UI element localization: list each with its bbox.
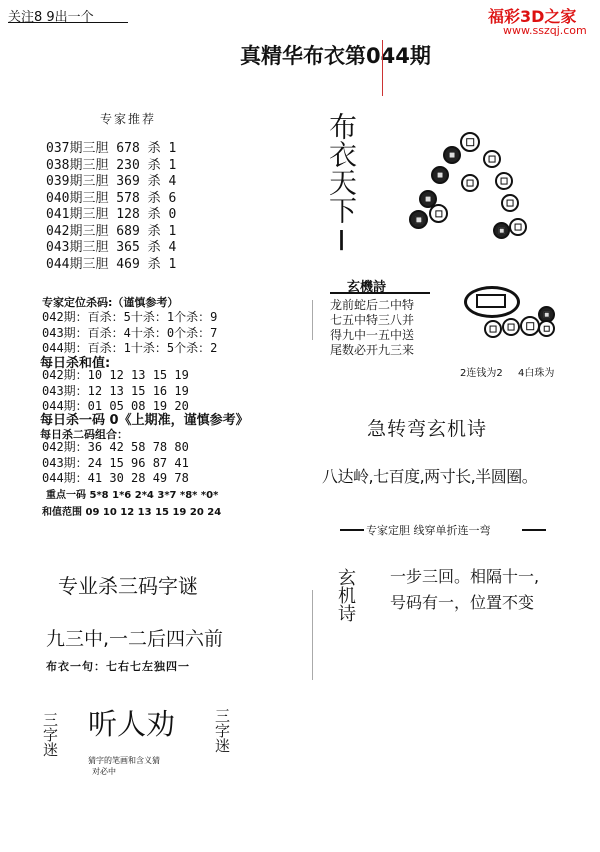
riddle-center-text: 听人劝 bbox=[88, 707, 176, 741]
expert-heading: 专家推荐 bbox=[100, 112, 157, 126]
position-row: 042期：百杀：5十杀：1个杀：9 bbox=[42, 310, 218, 324]
sum-row: 042期：10 12 13 15 19 bbox=[42, 368, 189, 382]
expert-list bbox=[46, 141, 176, 273]
xuan-line-1: 一步三回。相隔十一, bbox=[390, 567, 540, 586]
page-title: 真精华布衣第044期 bbox=[240, 44, 431, 68]
poem-line: 七五中特三八并 bbox=[330, 313, 415, 327]
coin-icon bbox=[483, 150, 501, 168]
expert-line: 专家定胆 线穿单折连一弯 bbox=[366, 524, 491, 537]
brand-url: www.sszqj.com bbox=[503, 24, 587, 37]
xuan-line-2: 号码有一，位置不变 bbox=[390, 593, 535, 612]
riddle-note-1: 猜字的笔画和含义猜 bbox=[88, 756, 160, 765]
poem-line: 得九中一五中送 bbox=[330, 328, 415, 342]
coin-hole bbox=[476, 294, 506, 308]
poem-rule bbox=[330, 292, 430, 294]
coin-icon bbox=[461, 174, 479, 192]
sum-heading: 每日杀和值: bbox=[40, 356, 111, 371]
margin-mark bbox=[382, 40, 383, 96]
one-code-heading: 每日杀一码 0《上期准，谨慎参考》 bbox=[40, 413, 249, 428]
margin-mark bbox=[312, 590, 313, 680]
two-code-row: 043期：24 15 96 87 41 bbox=[42, 455, 189, 470]
coin-figure bbox=[405, 130, 540, 240]
coin-icon bbox=[495, 172, 513, 190]
riddle-note-2: 对必中 bbox=[92, 767, 116, 776]
expert-row: 038期三胆 230 杀 1 bbox=[46, 157, 177, 173]
expert-row: 044期三胆 469 杀 1 bbox=[46, 256, 177, 272]
expert-row: 041期三胆 128 杀 0 bbox=[46, 207, 177, 222]
sum-range-line: 和值范围 09 10 12 13 15 19 20 24 bbox=[42, 507, 222, 518]
turn-line: 八达岭,七百度,两寸长,半圆圈。 bbox=[322, 467, 538, 486]
coin-icon bbox=[484, 320, 502, 338]
brand-logo: 福彩3D之家 bbox=[488, 7, 577, 26]
two-code-row: 042期：36 42 58 78 80 bbox=[42, 440, 189, 454]
sum-row: 044期：01 05 08 19 20 bbox=[42, 399, 189, 413]
riddle-left-label: 三字迷 bbox=[41, 712, 59, 757]
expert-row: 040期三胆 578 杀 6 bbox=[46, 190, 177, 206]
sum-list bbox=[42, 368, 189, 415]
expert-row: 037期三胆 678 杀 1 bbox=[46, 141, 177, 156]
sum-row: 043期：12 13 15 16 19 bbox=[42, 383, 189, 398]
focus-line: 重点一码 5*8 1*6 2*4 3*7 *8* *0* bbox=[46, 490, 219, 501]
coin-icon bbox=[520, 316, 540, 336]
riddle-main: 九三中,一二后四六前 bbox=[46, 628, 224, 650]
top-left-note: 关注8 9出一个 bbox=[8, 10, 94, 25]
two-code-row: 044期：41 30 28 49 78 bbox=[42, 471, 189, 485]
poem-line: 龙前蛇后二中特 bbox=[330, 298, 415, 312]
coin-icon bbox=[509, 218, 527, 236]
xuan-label: 玄机诗 bbox=[335, 568, 356, 622]
two-code-list bbox=[42, 440, 189, 487]
coin-icon bbox=[501, 194, 519, 212]
coin-icon bbox=[429, 204, 448, 223]
coin-caption-1: 2连钱为2 bbox=[460, 368, 503, 379]
vertical-title: 布衣天下I bbox=[325, 112, 358, 257]
two-code-heading: 每日杀二码组合： bbox=[40, 428, 128, 441]
riddle-right-label: 三字迷 bbox=[213, 708, 231, 753]
poem-body bbox=[330, 298, 414, 358]
coin-caption-2: 4白珠为 bbox=[518, 368, 555, 379]
position-list bbox=[42, 310, 217, 357]
turn-title: 急转弯玄机诗 bbox=[367, 418, 488, 440]
position-row: 044期：百杀：1十杀：5个杀：2 bbox=[42, 341, 218, 355]
coin-icon bbox=[460, 132, 480, 152]
coin-icon bbox=[409, 210, 428, 229]
expert-row: 039期三胆 369 杀 4 bbox=[46, 174, 177, 189]
expert-line-rule-right bbox=[522, 529, 546, 531]
poem-line: 尾数必开九三来 bbox=[330, 343, 415, 357]
header-rule bbox=[8, 22, 128, 23]
position-row: 043期：百杀：4十杀：0个杀：7 bbox=[42, 325, 218, 340]
riddle-title: 专业杀三码字谜 bbox=[58, 574, 198, 598]
coin-icon bbox=[493, 222, 510, 239]
coin-icon bbox=[443, 146, 461, 164]
position-heading: 专家定位杀码:（谨慎参考） bbox=[42, 296, 179, 309]
coin-icon bbox=[431, 166, 449, 184]
buyi-line: 布衣一句：七右七左独四一 bbox=[46, 660, 190, 673]
coin-icon bbox=[538, 320, 555, 337]
poem-title: 玄機詩 bbox=[347, 280, 387, 295]
expert-row: 042期三胆 689 杀 1 bbox=[46, 223, 177, 239]
margin-mark bbox=[312, 300, 313, 340]
expert-line-rule-left bbox=[340, 529, 364, 531]
coin-icon bbox=[502, 318, 520, 336]
expert-row: 043期三胆 365 杀 4 bbox=[46, 240, 177, 255]
coin-group bbox=[462, 284, 557, 344]
